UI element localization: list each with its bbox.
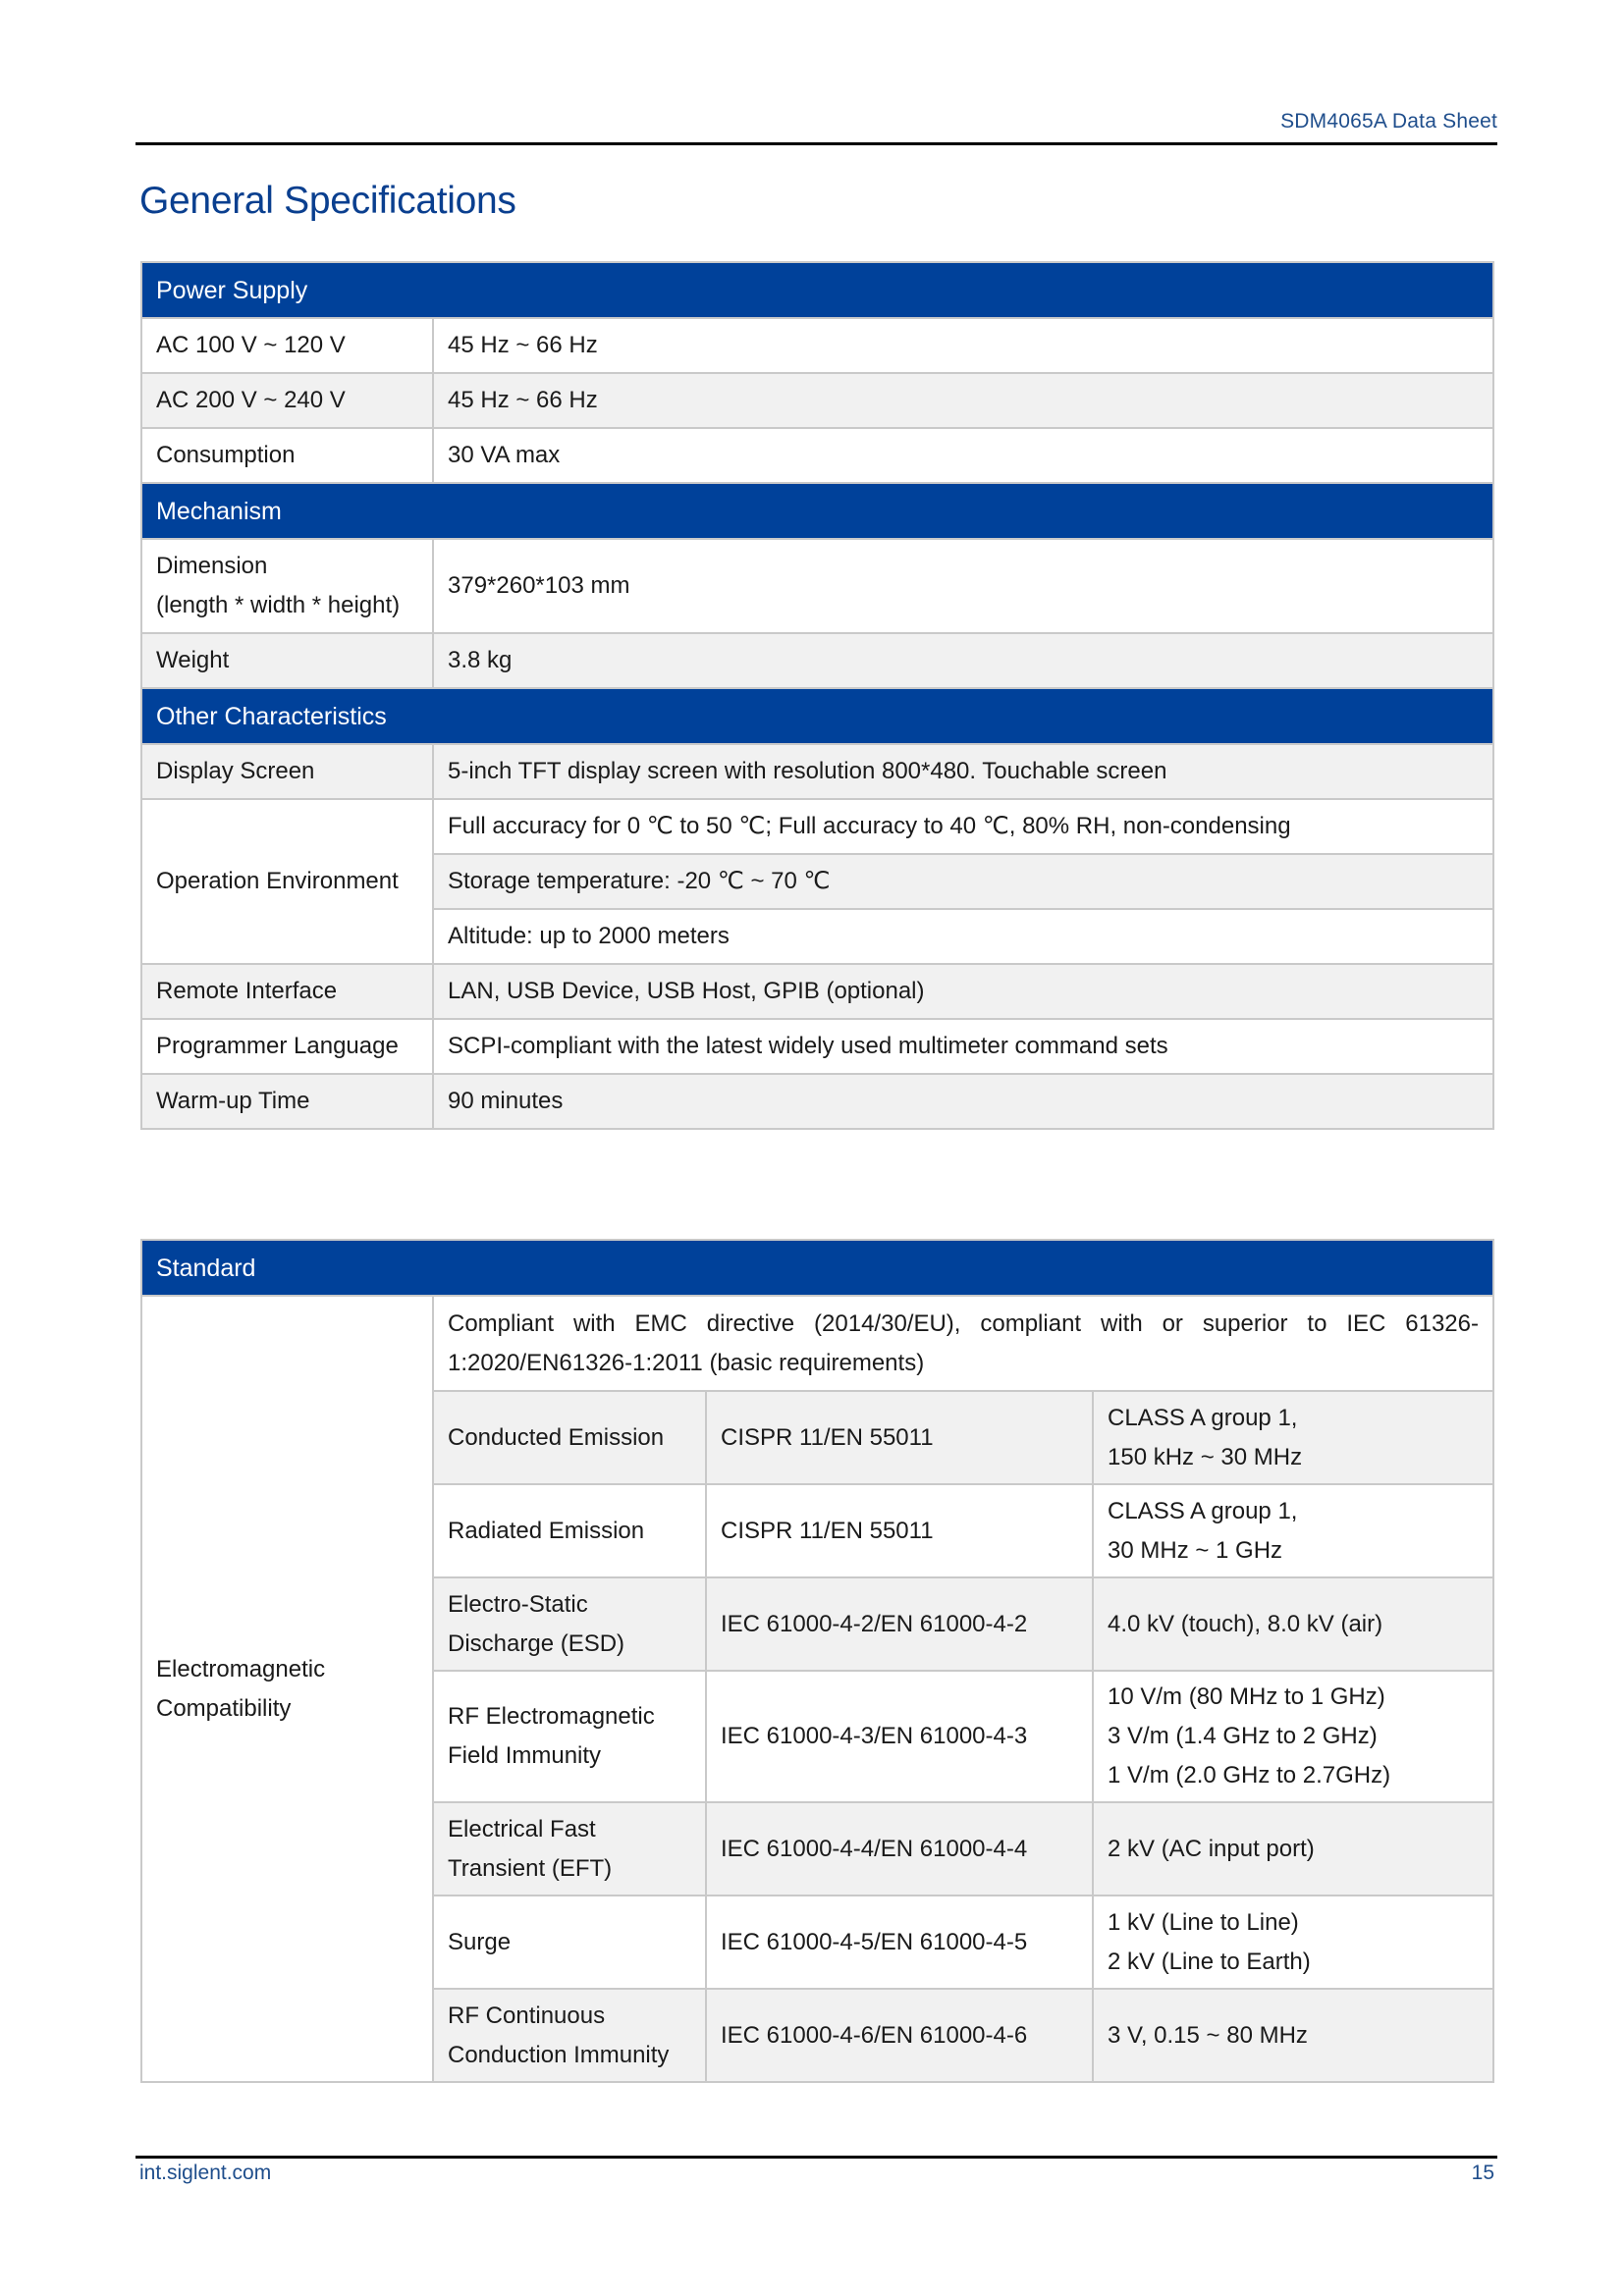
page-title: General Specifications — [139, 180, 516, 222]
row-label: Consumption — [141, 428, 433, 483]
table-row — [141, 373, 1493, 428]
page-number: 15 — [1471, 2162, 1494, 2184]
section-header-power-supply — [141, 262, 1493, 318]
footer-website-link[interactable]: int.siglent.com — [139, 2162, 272, 2184]
row-value: SCPI-compliant with the latest widely used multimeter command sets — [433, 1019, 1493, 1074]
test-limits — [1093, 1989, 1493, 2082]
section-title: Other Characteristics — [141, 688, 1493, 744]
section-title: Mechanism — [141, 483, 1493, 539]
row-value: Altitude: up to 2000 meters — [433, 909, 1493, 964]
test-standard: IEC 61000-4-4/EN 61000-4-4 — [706, 1802, 1093, 1896]
limit-line: 10 V/m (80 MHz to 1 GHz) — [1108, 1683, 1385, 1710]
test-name — [433, 1989, 706, 2082]
document-title: SDM4065A Data Sheet — [1280, 110, 1497, 133]
table-row — [141, 633, 1493, 688]
section-title: Standard — [141, 1240, 1493, 1296]
row-value: Full accuracy for 0 ℃ to 50 ℃; Full accuracy to 40 ℃, 80% RH, non-condensing — [433, 799, 1493, 854]
section-title: Power Supply — [141, 262, 1493, 318]
table-row — [141, 799, 1493, 854]
test-standard: IEC 61000-4-2/EN 61000-4-2 — [706, 1577, 1093, 1671]
row-label: Warm-up Time — [141, 1074, 433, 1129]
test-name: Conducted Emission — [433, 1391, 706, 1484]
test-standard: CISPR 11/EN 55011 — [706, 1484, 1093, 1577]
test-limits — [1093, 1391, 1493, 1484]
row-label: Remote Interface — [141, 964, 433, 1019]
test-limits — [1093, 1671, 1493, 1802]
test-name: Surge — [433, 1896, 706, 1989]
table-row — [141, 744, 1493, 799]
standard-table — [140, 1239, 1494, 2083]
emc-label-line: Electromagnetic — [156, 1655, 326, 1682]
row-label: Operation Environment — [141, 799, 433, 964]
test-limits — [1093, 1896, 1493, 1989]
test-name — [433, 1577, 706, 1671]
table-row — [141, 1019, 1493, 1074]
limit-line: 150 kHz ~ 30 MHz — [1108, 1443, 1303, 1470]
row-value: 30 VA max — [433, 428, 1493, 483]
document-header — [135, 106, 1497, 145]
table-row — [141, 1074, 1493, 1129]
test-name — [433, 1802, 706, 1896]
row-value: LAN, USB Device, USB Host, GPIB (optional) — [433, 964, 1493, 1019]
test-limits — [1093, 1484, 1493, 1577]
test-limits — [1093, 1802, 1493, 1896]
general-specifications-table — [140, 261, 1494, 1130]
limit-line: 2 kV (Line to Earth) — [1108, 1948, 1311, 1975]
section-header-mechanism — [141, 483, 1493, 539]
test-name-line: Transient (EFT) — [448, 1854, 613, 1882]
test-name-line: Electrical Fast — [448, 1815, 596, 1842]
test-name-line: Conduction Immunity — [448, 2041, 670, 2068]
table-row — [141, 1296, 1493, 1391]
limit-line: 1 kV (Line to Line) — [1108, 1908, 1299, 1936]
row-label — [141, 539, 433, 633]
table-row — [141, 964, 1493, 1019]
limit-line: 3 V/m (1.4 GHz to 2 GHz) — [1108, 1723, 1378, 1749]
test-name-line: Field Immunity — [448, 1742, 602, 1769]
row-label: AC 100 V ~ 120 V — [141, 318, 433, 373]
test-standard: IEC 61000-4-3/EN 61000-4-3 — [706, 1671, 1093, 1802]
limit-line: 4.0 kV (touch), 8.0 kV (air) — [1108, 1610, 1383, 1637]
row-value: 3.8 kg — [433, 633, 1493, 688]
section-header-standard — [141, 1240, 1493, 1296]
test-limits — [1093, 1577, 1493, 1671]
row-label-line: Dimension — [156, 553, 268, 579]
row-value: 45 Hz ~ 66 Hz — [433, 318, 1493, 373]
test-name-line: RF Electromagnetic — [448, 1703, 655, 1730]
table-row — [141, 428, 1493, 483]
test-standard: IEC 61000-4-5/EN 61000-4-5 — [706, 1896, 1093, 1989]
table-row — [141, 539, 1493, 633]
row-value: 90 minutes — [433, 1074, 1493, 1129]
test-name-line: Electro-Static — [448, 1590, 588, 1618]
emc-intro-text: Compliant with EMC directive (2014/30/EU), compliant with or superior to IEC 61326-1:2020/EN61326-1:2011 (basic requirements) — [433, 1296, 1493, 1391]
row-value: 5-inch TFT display screen with resolution 800*480. Touchable screen — [433, 744, 1493, 799]
limit-line: 30 MHz ~ 1 GHz — [1108, 1536, 1283, 1564]
row-label-line: (length * width * height) — [156, 592, 401, 618]
test-name-line: Discharge (ESD) — [448, 1629, 625, 1657]
test-standard: CISPR 11/EN 55011 — [706, 1391, 1093, 1484]
emc-label — [141, 1296, 433, 2082]
row-label: AC 200 V ~ 240 V — [141, 373, 433, 428]
table-row — [141, 318, 1493, 373]
limit-line: 1 V/m (2.0 GHz to 2.7GHz) — [1108, 1762, 1391, 1789]
row-value: Storage temperature: -20 ℃ ~ 70 ℃ — [433, 854, 1493, 909]
test-name — [433, 1671, 706, 1802]
row-label: Programmer Language — [141, 1019, 433, 1074]
test-name: Radiated Emission — [433, 1484, 706, 1577]
test-standard: IEC 61000-4-6/EN 61000-4-6 — [706, 1989, 1093, 2082]
limit-line: CLASS A group 1, — [1108, 1404, 1298, 1431]
limit-line: 2 kV (AC input port) — [1108, 1835, 1315, 1862]
test-name-line: RF Continuous — [448, 2002, 606, 2029]
row-value: 45 Hz ~ 66 Hz — [433, 373, 1493, 428]
section-header-other-characteristics — [141, 688, 1493, 744]
limit-line: CLASS A group 1, — [1108, 1497, 1298, 1524]
header-rule — [135, 142, 1497, 145]
row-label: Weight — [141, 633, 433, 688]
footer-rule — [135, 2156, 1497, 2159]
row-label: Display Screen — [141, 744, 433, 799]
limit-line: 3 V, 0.15 ~ 80 MHz — [1108, 2021, 1308, 2049]
emc-label-line: Compatibility — [156, 1694, 292, 1722]
row-value: 379*260*103 mm — [433, 539, 1493, 633]
